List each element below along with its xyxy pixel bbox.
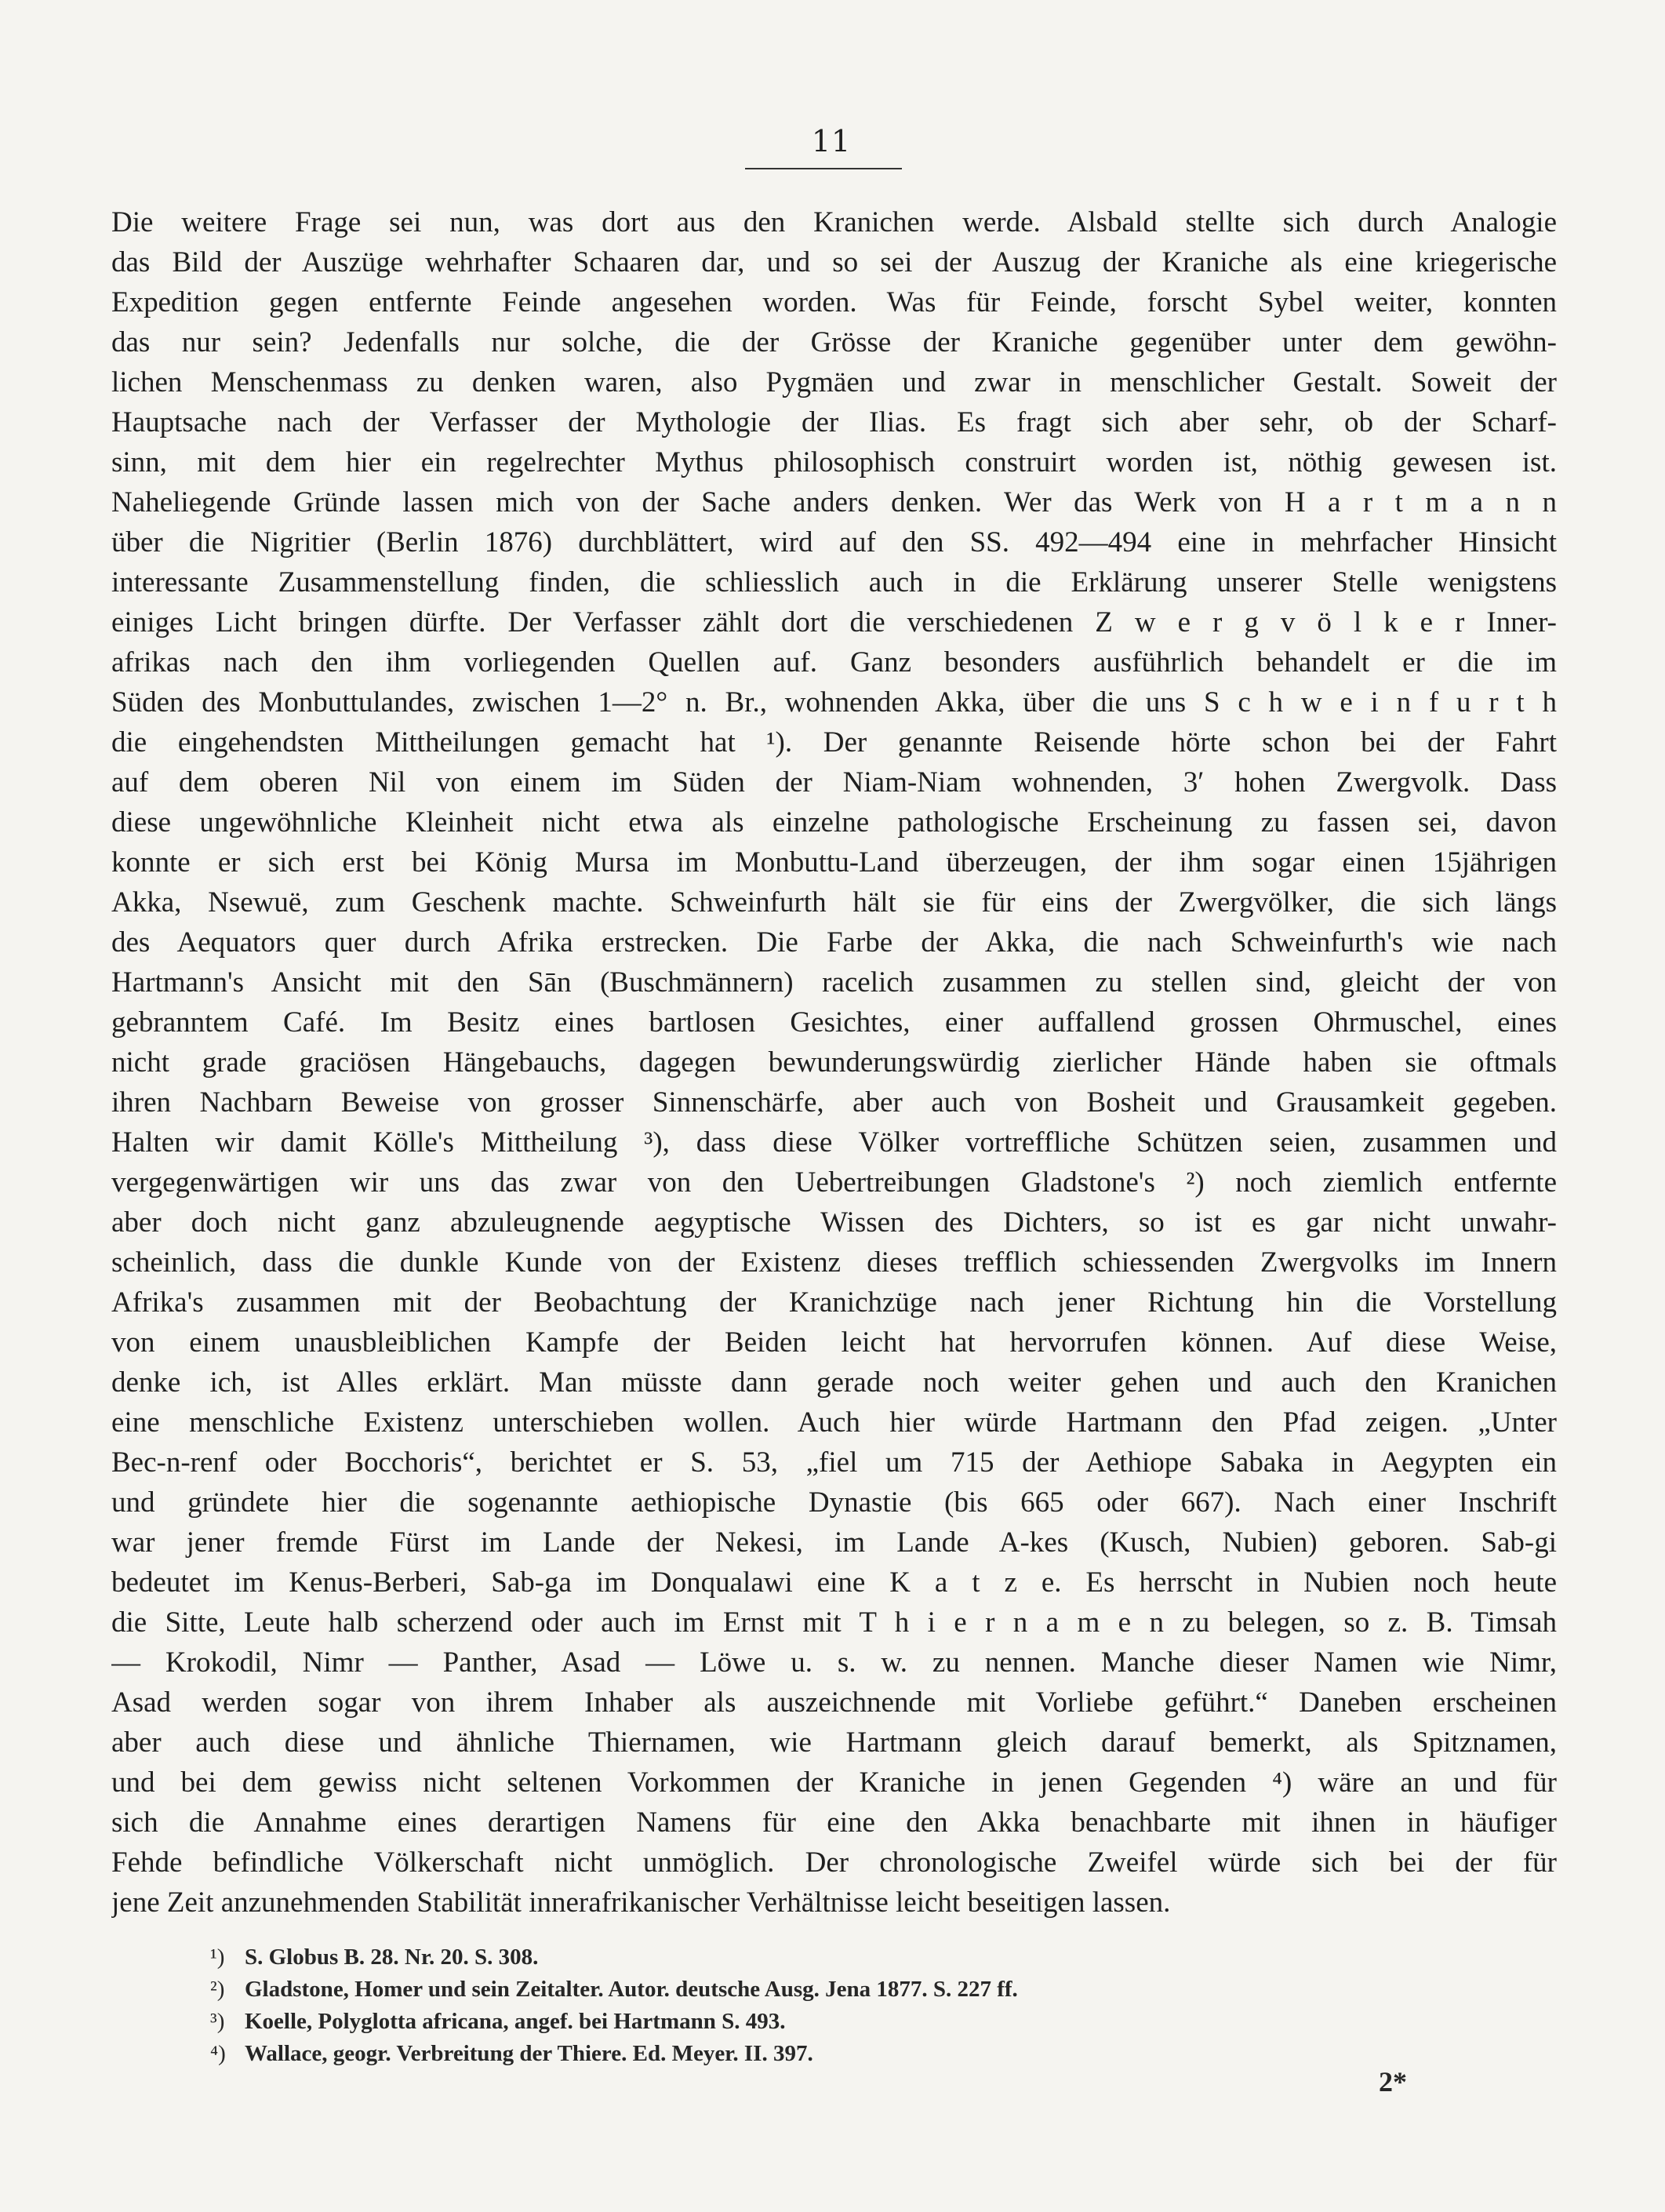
text-line: war jener fremde Fürst im Lande der Nekesi, im Lande A-kes (Kusch, Nubien) geboren. Sab-gi (111, 1526, 1557, 1559)
text-line: afrikas nach den ihm vorliegenden Quellen auf. Ganz besonders ausführlich behandelt er die im (111, 646, 1557, 679)
text-line: sich die Annahme eines derartigen Namens für eine den Akka benachbarte mit ihnen in häufiger (111, 1806, 1557, 1839)
footnote-text: S. Globus B. 28. Nr. 20. S. 308. (245, 1945, 539, 1970)
footnote (210, 1974, 1387, 2006)
text-line: und bei dem gewiss nicht seltenen Vorkommen der Kraniche in jenen Gegenden ⁴) wäre an und für (111, 1766, 1557, 1799)
text-line: Halten wir damit Kölle's Mittheilung ³), dass diese Völker vortreffliche Schützen seien, zusammen und (111, 1126, 1557, 1159)
text-line: sinn, mit dem hier ein regelrechter Mythus philosophisch construirt worden ist, nöthig gewesen ist. (111, 446, 1557, 478)
footnote-mark: ⁴) (210, 2041, 226, 2066)
text-line: eine menschliche Existenz unterschieben wollen. Auch hier würde Hartmann den Pfad zeigen. „Unter (111, 1406, 1557, 1439)
text-line: Fehde befindliche Völkerschaft nicht unmöglich. Der chronologische Zweifel würde sich bei der für (111, 1846, 1557, 1879)
text-line: Naheliegende Gründe lassen mich von der Sache anders denken. Wer das Werk von H a r t m a n n (111, 486, 1557, 518)
text-line: das Bild der Auszüge wehrhafter Schaaren dar, und so sei der Auszug der Kraniche als eine kriegerische (111, 246, 1557, 278)
page-number: 11 (811, 124, 852, 158)
text-line: von einem unausbleiblichen Kampfe der Beiden leicht hat hervorrufen können. Auf diese Weise, (111, 1326, 1557, 1359)
text-line: Die weitere Frage sei nun, was dort aus den Kranichen werde. Alsbald stellte sich durch Analogie (111, 206, 1557, 238)
footnote-text: Gladstone, Homer und sein Zeitalter. Autor. deutsche Ausg. Jena 1877. S. 227 ff. (245, 1977, 1018, 2002)
text-line: des Aequators quer durch Afrika erstrecken. Die Farbe der Akka, die nach Schweinfurth's wie nach (111, 926, 1557, 959)
text-line: lichen Menschenmass zu denken waren, also Pygmäen und zwar in menschlicher Gestalt. Soweit der (111, 366, 1557, 398)
text-line: aber auch diese und ähnliche Thiernamen, wie Hartmann gleich darauf bemerkt, als Spitznamen, (111, 1726, 1557, 1759)
text-line: das nur sein? Jedenfalls nur solche, die der Grösse der Kraniche gegenüber unter dem gewöhn- (111, 326, 1557, 358)
footnote-text: Wallace, geogr. Verbreitung der Thiere. Ed. Meyer. II. 397. (245, 2041, 813, 2066)
text-line: interessante Zusammenstellung finden, die schliesslich auch in die Erklärung unserer Stelle wenigstens (111, 566, 1557, 598)
text-line: — Krokodil, Nimr — Panther, Asad — Löwe u. s. w. zu nennen. Manche dieser Namen wie Nimr, (111, 1646, 1557, 1679)
text-line: Asad werden sogar von ihrem Inhaber als auszeichnende mit Vorliebe geführt.“ Daneben erscheinen (111, 1686, 1557, 1719)
text-line: Expedition gegen entfernte Feinde angesehen worden. Was für Feinde, forscht Sybel weiter, konnten (111, 286, 1557, 318)
text-line: einiges Licht bringen dürfte. Der Verfasser zählt dort die verschiedenen Z w e r g v ö l k e r Inner- (111, 606, 1557, 638)
text-line: die Sitte, Leute halb scherzend oder auch im Ernst mit T h i e r n a m e n zu belegen, so z. B. Timsah (111, 1606, 1557, 1639)
footnote (210, 2006, 1387, 2038)
text-line: gebranntem Café. Im Besitz eines bartlosen Gesichtes, einer auffallend grossen Ohrmuschel, eines (111, 1006, 1557, 1039)
text-line: die eingehendsten Mittheilungen gemacht hat ¹). Der genannte Reisende hörte schon bei der Fahrt (111, 726, 1557, 759)
text-line: und gründete hier die sogenannte aethiopische Dynastie (bis 665 oder 667). Nach einer Inschrift (111, 1486, 1557, 1519)
text-line: jene Zeit anzunehmenden Stabilität innerafrikanischer Verhältnisse leicht beseitigen lassen. (111, 1886, 1171, 1919)
footnote-mark: ¹) (210, 1945, 225, 1970)
text-line: auf dem oberen Nil von einem im Süden der Niam-Niam wohnenden, 3′ hohen Zwergvolk. Dass (111, 766, 1557, 799)
text-line: diese ungewöhnliche Kleinheit nicht etwa als einzelne pathologische Erscheinung zu fassen sei, davon (111, 806, 1557, 839)
text-line: Hauptsache nach der Verfasser der Mythologie der Ilias. Es fragt sich aber sehr, ob der Scharf- (111, 406, 1557, 438)
footnote (210, 1941, 1387, 1974)
body-text (111, 202, 1557, 1923)
footnote-text: Koelle, Polyglotta africana, angef. bei Hartmann S. 493. (245, 2009, 786, 2034)
text-line: Bec-n-renf oder Bocchoris“, berichtet er S. 53, „fiel um 715 der Aethiope Sabaka in Aegypten ein (111, 1446, 1557, 1479)
footnote-mark: ³) (210, 2009, 225, 2034)
footnotes (210, 1941, 1387, 2070)
printer-signature: 2* (1379, 2066, 1407, 2097)
text-line: denke ich, ist Alles erklärt. Man müsste dann gerade noch weiter gehen und auch den Kranichen (111, 1366, 1557, 1399)
text-line: über die Nigritier (Berlin 1876) durchblättert, wird auf den SS. 492—494 eine in mehrfacher Hinsicht (111, 526, 1557, 558)
text-line: vergegenwärtigen wir uns das zwar von den Uebertreibungen Gladstone's ²) noch ziemlich entfernte (111, 1166, 1557, 1199)
footnote (210, 2038, 1387, 2070)
text-line: konnte er sich erst bei König Mursa im Monbuttu-Land überzeugen, der ihm sogar einen 15jährigen (111, 846, 1557, 879)
text-line: aber doch nicht ganz abzuleugnende aegyptische Wissen des Dichters, so ist es gar nicht unwahr- (111, 1206, 1557, 1239)
text-line: Hartmann's Ansicht mit den Sān (Buschmännern) racelich zusammen zu stellen sind, gleicht der von (111, 966, 1557, 999)
text-line: bedeutet im Kenus-Berberi, Sab-ga im Donqualawi eine K a t z e. Es herrscht in Nubien noch heute (111, 1566, 1557, 1599)
text-line: Süden des Monbuttulandes, zwischen 1—2° n. Br., wohnenden Akka, über die uns S c h w e i n f u r t h (111, 686, 1557, 719)
text-line: Akka, Nsewuë, zum Geschenk machte. Schweinfurth hält sie für eins der Zwergvölker, die sich längs (111, 886, 1557, 919)
text-line: Afrika's zusammen mit der Beobachtung der Kranichzüge nach jener Richtung hin die Vorstellung (111, 1286, 1557, 1319)
header-rule (745, 168, 902, 169)
text-line: nicht grade graciösen Hängebauchs, dagegen bewunderungswürdig zierlicher Hände haben sie oftmals (111, 1046, 1557, 1079)
footnote-mark: ²) (210, 1977, 225, 2002)
text-line: scheinlich, dass die dunkle Kunde von der Existenz dieses trefflich schiessenden Zwergvolks im Innern (111, 1246, 1557, 1279)
text-line: ihren Nachbarn Beweise von grosser Sinnenschärfe, aber auch von Bosheit und Grausamkeit gegeben. (111, 1086, 1557, 1119)
